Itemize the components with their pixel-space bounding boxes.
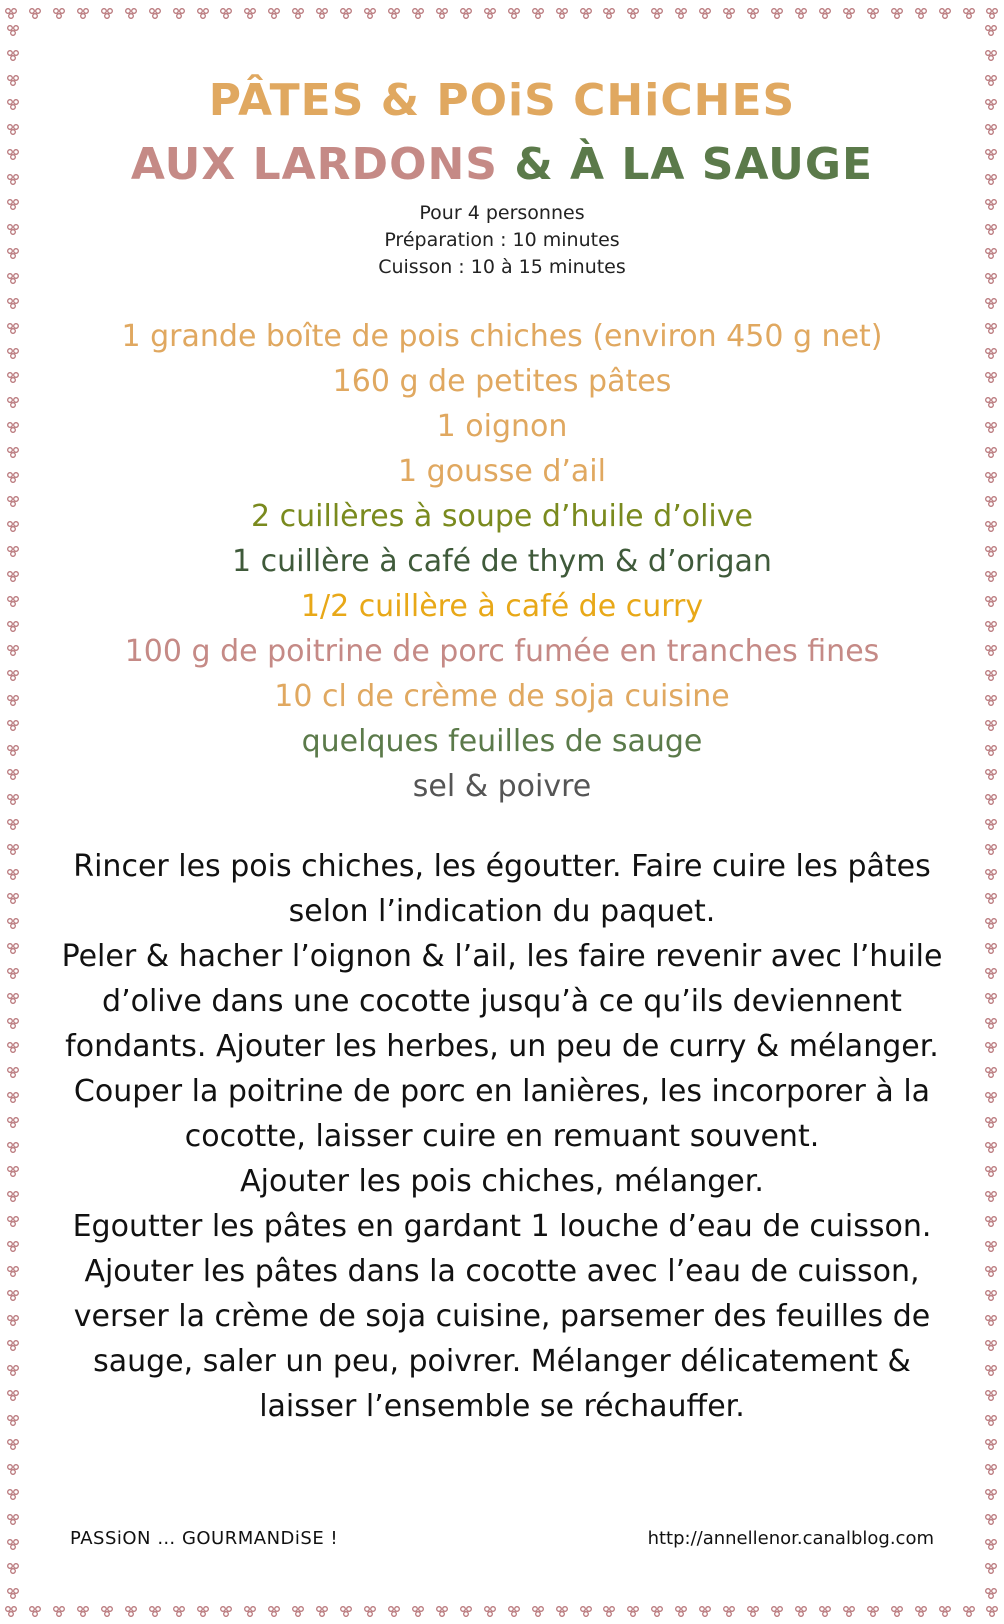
trefoil-ornament-icon	[984, 1240, 998, 1252]
trefoil-ornament-icon	[984, 1165, 998, 1177]
trefoil-ornament-icon	[315, 1605, 329, 1617]
trefoil-ornament-icon	[6, 1091, 20, 1103]
trefoil-ornament-icon	[6, 818, 20, 830]
trefoil-ornament-icon	[984, 1488, 998, 1500]
trefoil-ornament-icon	[6, 1538, 20, 1550]
trefoil-ornament-icon	[746, 1605, 760, 1617]
trefoil-ornament-icon	[76, 7, 90, 19]
trefoil-ornament-icon	[243, 7, 257, 19]
trefoil-ornament-icon	[770, 1605, 784, 1617]
trefoil-ornament-icon	[866, 1605, 880, 1617]
trefoil-ornament-icon	[531, 7, 545, 19]
trefoil-ornament-icon	[984, 1116, 998, 1128]
trefoil-ornament-icon	[984, 24, 998, 36]
trefoil-ornament-icon	[267, 7, 281, 19]
instruction-step: Couper la poitrine de porc en lanières, les incorporer à la cocotte, laisser cuire en remuant souvent.	[73, 1074, 931, 1154]
trefoil-ornament-icon	[984, 1463, 998, 1475]
cooking-time: Cuisson : 10 à 15 minutes	[378, 256, 626, 278]
trefoil-ornament-icon	[984, 1289, 998, 1301]
trefoil-ornament-icon	[6, 1339, 20, 1351]
trefoil-ornament-icon	[914, 7, 928, 19]
trefoil-ornament-icon	[363, 7, 377, 19]
trefoil-ornament-icon	[794, 1605, 808, 1617]
trefoil-ornament-icon	[984, 942, 998, 954]
trefoil-ornament-icon	[722, 1605, 736, 1617]
trefoil-ornament-icon	[6, 967, 20, 979]
trefoil-ornament-icon	[219, 7, 233, 19]
trefoil-ornament-icon	[890, 7, 904, 19]
ingredient-list	[0, 314, 1004, 809]
instruction-step: Egoutter les pâtes en gardant 1 louche d’eau de cuisson. Ajouter les pâtes dans la cocotte avec l’eau de cuisson, verser la crème de soja cuisine, parsemer des feuilles de sauge, saler un peu, poivrer. Mélanger délicatement & laisser l’ensemble se réchauffer.	[72, 1209, 932, 1424]
trefoil-ornament-icon	[6, 868, 20, 880]
trefoil-ornament-icon	[507, 1605, 521, 1617]
trefoil-ornament-icon	[555, 1605, 569, 1617]
trefoil-ornament-icon	[6, 1165, 20, 1177]
trefoil-ornament-icon	[363, 1605, 377, 1617]
trefoil-ornament-icon	[626, 7, 640, 19]
trefoil-ornament-icon	[76, 1605, 90, 1617]
trefoil-ornament-icon	[28, 7, 42, 19]
trefoil-ornament-icon	[984, 49, 998, 61]
trefoil-ornament-icon	[722, 7, 736, 19]
trefoil-ornament-icon	[674, 1605, 688, 1617]
trefoil-ornament-icon	[387, 7, 401, 19]
trefoil-ornament-icon	[984, 297, 998, 309]
servings-text: Pour 4 personnes	[419, 202, 585, 224]
ingredient-item: 1 gousse d’ail	[398, 454, 606, 489]
trefoil-ornament-icon	[890, 1605, 904, 1617]
trefoil-ornament-icon	[984, 1364, 998, 1376]
trefoil-ornament-icon	[914, 1605, 928, 1617]
trefoil-ornament-icon	[124, 7, 138, 19]
trefoil-ornament-icon	[6, 297, 20, 309]
trefoil-ornament-icon	[602, 1605, 616, 1617]
trefoil-ornament-icon	[435, 7, 449, 19]
trefoil-ornament-icon	[938, 1605, 952, 1617]
trefoil-ornament-icon	[6, 1562, 20, 1574]
trefoil-ornament-icon	[938, 7, 952, 19]
trefoil-ornament-icon	[746, 7, 760, 19]
trefoil-ornament-icon	[6, 1438, 20, 1450]
trefoil-ornament-icon	[984, 1066, 998, 1078]
trefoil-ornament-icon	[6, 1414, 20, 1426]
trefoil-ornament-icon	[6, 1141, 20, 1153]
trefoil-ornament-icon	[6, 1190, 20, 1202]
trefoil-ornament-icon	[984, 1339, 998, 1351]
trefoil-ornament-icon	[984, 1389, 998, 1401]
trefoil-ornament-icon	[984, 1314, 998, 1326]
trefoil-ornament-icon	[984, 1438, 998, 1450]
trefoil-ornament-icon	[219, 1605, 233, 1617]
trefoil-ornament-icon	[243, 1605, 257, 1617]
ingredient-item: 100 g de poitrine de porc fumée en tranches fines	[124, 634, 880, 669]
trefoil-ornament-icon	[6, 24, 20, 36]
trefoil-ornament-icon	[4, 7, 18, 19]
ingredient-item: 1/2 cuillère à café de curry	[300, 589, 704, 624]
trefoil-ornament-icon	[842, 7, 856, 19]
trefoil-ornament-icon	[674, 7, 688, 19]
trefoil-ornament-icon	[6, 892, 20, 904]
trefoil-ornament-icon	[650, 7, 664, 19]
trefoil-ornament-icon	[818, 7, 832, 19]
trefoil-ornament-icon	[984, 1414, 998, 1426]
trefoil-ornament-icon	[339, 1605, 353, 1617]
trefoil-ornament-icon	[984, 1041, 998, 1053]
trefoil-ornament-icon	[984, 1141, 998, 1153]
ingredient-item: sel & poivre	[412, 769, 592, 804]
trefoil-ornament-icon	[866, 7, 880, 19]
trefoil-ornament-icon	[172, 1605, 186, 1617]
instruction-step: Ajouter les pois chiches, mélanger.	[240, 1164, 764, 1199]
trefoil-ornament-icon	[28, 1605, 42, 1617]
trefoil-ornament-icon	[984, 843, 998, 855]
trefoil-ornament-icon	[267, 1605, 281, 1617]
trefoil-ornament-icon	[52, 1605, 66, 1617]
trefoil-ornament-icon	[579, 1605, 593, 1617]
trefoil-ornament-icon	[984, 892, 998, 904]
trefoil-ornament-icon	[985, 7, 999, 19]
trefoil-ornament-icon	[984, 967, 998, 979]
trefoil-ornament-icon	[52, 7, 66, 19]
trefoil-ornament-icon	[6, 1314, 20, 1326]
recipe-title-line1: PÂTES & POiS CHiCHES	[208, 75, 796, 126]
trefoil-ornament-icon	[172, 7, 186, 19]
trefoil-ornament-icon	[6, 917, 20, 929]
border-ornament-bottom	[0, 1600, 1004, 1622]
footer-brand: PASSiON … GOURMANDiSE !	[70, 1528, 339, 1549]
trefoil-ornament-icon	[6, 1289, 20, 1301]
trefoil-ornament-icon	[6, 942, 20, 954]
trefoil-ornament-icon	[6, 1513, 20, 1525]
trefoil-ornament-icon	[6, 1116, 20, 1128]
trefoil-ornament-icon	[531, 1605, 545, 1617]
trefoil-ornament-icon	[984, 1587, 998, 1599]
trefoil-ornament-icon	[984, 1017, 998, 1029]
ingredient-item: 1 oignon	[436, 409, 568, 444]
trefoil-ornament-icon	[483, 7, 497, 19]
trefoil-ornament-icon	[984, 1265, 998, 1277]
trefoil-ornament-icon	[459, 7, 473, 19]
recipe-title-sauge: & À LA SAUGE	[514, 139, 874, 190]
trefoil-ornament-icon	[6, 1587, 20, 1599]
trefoil-ornament-icon	[6, 843, 20, 855]
ingredient-item: 10 cl de crème de soja cuisine	[274, 679, 730, 714]
trefoil-ornament-icon	[411, 1605, 425, 1617]
ingredient-item: 1 grande boîte de pois chiches (environ 450 g net)	[121, 319, 883, 354]
trefoil-ornament-icon	[315, 7, 329, 19]
trefoil-ornament-icon	[4, 1605, 18, 1617]
trefoil-ornament-icon	[6, 1041, 20, 1053]
trefoil-ornament-icon	[6, 1463, 20, 1475]
trefoil-ornament-icon	[6, 1265, 20, 1277]
trefoil-ornament-icon	[6, 1017, 20, 1029]
instructions	[60, 844, 944, 1429]
trefoil-ornament-icon	[602, 7, 616, 19]
trefoil-ornament-icon	[459, 1605, 473, 1617]
trefoil-ornament-icon	[291, 1605, 305, 1617]
trefoil-ornament-icon	[985, 1605, 999, 1617]
ingredient-item: 1 cuillère à café de thym & d’origan	[232, 544, 772, 579]
trefoil-ornament-icon	[770, 7, 784, 19]
trefoil-ornament-icon	[6, 992, 20, 1004]
trefoil-ornament-icon	[984, 917, 998, 929]
recipe-title-line2	[0, 134, 1004, 196]
trefoil-ornament-icon	[984, 1190, 998, 1202]
trefoil-ornament-icon	[698, 1605, 712, 1617]
trefoil-ornament-icon	[196, 7, 210, 19]
trefoil-ornament-icon	[984, 992, 998, 1004]
trefoil-ornament-icon	[148, 1605, 162, 1617]
trefoil-ornament-icon	[962, 7, 976, 19]
ingredient-item: 2 cuillères à soupe d’huile d’olive	[251, 499, 753, 534]
preparation-time: Préparation : 10 minutes	[384, 229, 620, 251]
trefoil-ornament-icon	[698, 7, 712, 19]
trefoil-ornament-icon	[387, 1605, 401, 1617]
trefoil-ornament-icon	[124, 1605, 138, 1617]
trefoil-ornament-icon	[984, 1513, 998, 1525]
trefoil-ornament-icon	[555, 7, 569, 19]
trefoil-ornament-icon	[6, 1488, 20, 1500]
trefoil-ornament-icon	[411, 7, 425, 19]
trefoil-ornament-icon	[650, 1605, 664, 1617]
trefoil-ornament-icon	[6, 1066, 20, 1078]
trefoil-ornament-icon	[483, 1605, 497, 1617]
ingredient-item: 160 g de petites pâtes	[332, 364, 672, 399]
instruction-step: Rincer les pois chiches, les égoutter. Faire cuire les pâtes selon l’indication du paquet.	[73, 849, 931, 929]
ingredient-item: quelques feuilles de sauge	[301, 724, 703, 759]
trefoil-ornament-icon	[984, 868, 998, 880]
trefoil-ornament-icon	[842, 1605, 856, 1617]
instruction-step: Peler & hacher l’oignon & l’ail, les faire revenir avec l’huile d’olive dans une cocotte jusqu’à ce qu’ils deviennent fondants. Ajouter les herbes, un peu de curry & mélanger.	[61, 939, 943, 1064]
trefoil-ornament-icon	[794, 7, 808, 19]
recipe-title-lardons: AUX LARDONS	[130, 139, 498, 190]
trefoil-ornament-icon	[818, 1605, 832, 1617]
trefoil-ornament-icon	[6, 1240, 20, 1252]
trefoil-ornament-icon	[100, 7, 114, 19]
footer-url: http://annellenor.canalblog.com	[647, 1528, 934, 1549]
trefoil-ornament-icon	[962, 1605, 976, 1617]
trefoil-ornament-icon	[100, 1605, 114, 1617]
trefoil-ornament-icon	[6, 1215, 20, 1227]
trefoil-ornament-icon	[984, 1091, 998, 1103]
trefoil-ornament-icon	[984, 818, 998, 830]
trefoil-ornament-icon	[507, 7, 521, 19]
recipe-meta	[0, 200, 1004, 281]
trefoil-ornament-icon	[196, 1605, 210, 1617]
trefoil-ornament-icon	[6, 49, 20, 61]
trefoil-ornament-icon	[984, 1215, 998, 1227]
trefoil-ornament-icon	[6, 1389, 20, 1401]
trefoil-ornament-icon	[984, 1562, 998, 1574]
trefoil-ornament-icon	[579, 7, 593, 19]
trefoil-ornament-icon	[984, 1538, 998, 1550]
border-ornament-top	[0, 2, 1004, 24]
trefoil-ornament-icon	[339, 7, 353, 19]
trefoil-ornament-icon	[6, 1364, 20, 1376]
trefoil-ornament-icon	[148, 7, 162, 19]
trefoil-ornament-icon	[626, 1605, 640, 1617]
trefoil-ornament-icon	[291, 7, 305, 19]
trefoil-ornament-icon	[435, 1605, 449, 1617]
